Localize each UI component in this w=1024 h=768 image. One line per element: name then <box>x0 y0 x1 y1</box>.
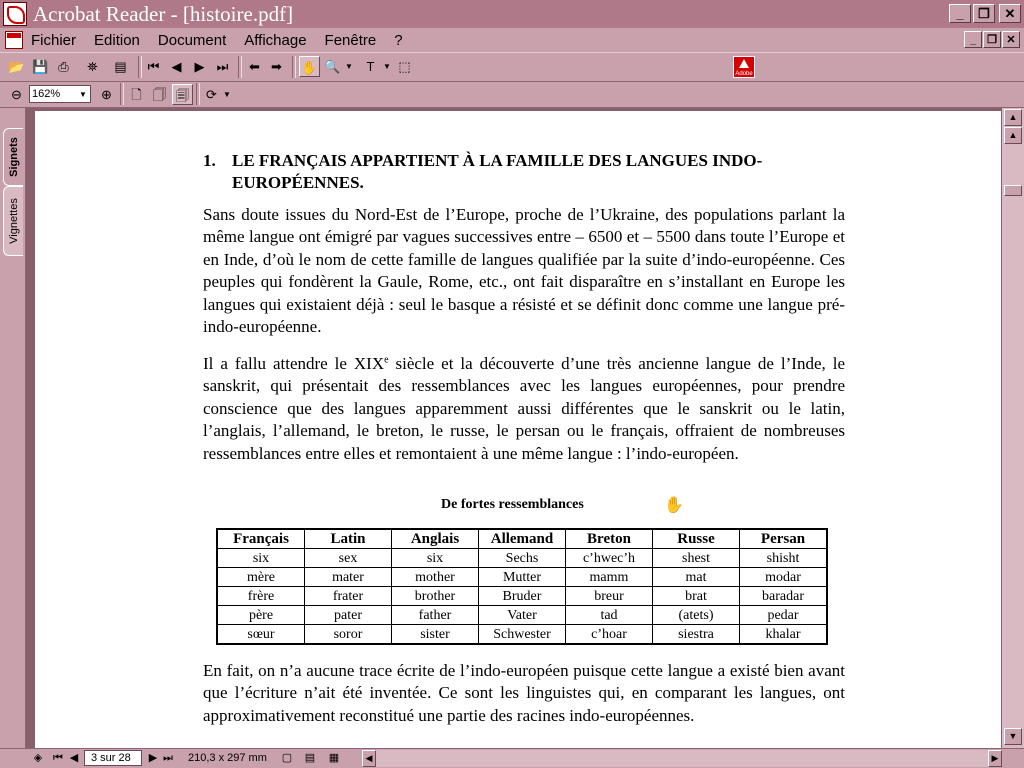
open-icon[interactable]: 📂 <box>8 59 25 74</box>
table-title: De fortes ressemblances <box>441 497 584 512</box>
table-cell: sex <box>305 549 392 568</box>
tab-signets-label: Signets <box>7 137 20 177</box>
table-cell: shest <box>653 549 740 568</box>
graphics-select-tool-icon[interactable]: ⬚ <box>398 59 411 74</box>
table-cell: Mutter <box>479 568 566 587</box>
table-cell: mother <box>392 568 479 587</box>
table-cell: mamm <box>566 568 653 587</box>
table-cell: mat <box>653 568 740 587</box>
table-cell: baradar <box>740 587 828 606</box>
table-cell: soror <box>305 625 392 645</box>
toolbar-separator <box>120 83 124 105</box>
table-cell: tad <box>566 606 653 625</box>
table-cell: pedar <box>740 606 828 625</box>
scrollbar-thumb[interactable] <box>1004 185 1022 196</box>
window-controls <box>949 4 1021 23</box>
main-toolbar <box>0 52 1024 82</box>
last-page-icon[interactable]: ⏭ <box>216 59 229 74</box>
section-title: LE FRANÇAIS APPARTIENT À LA FAMILLE DES LANGUES INDO-EUROPÉENNES. <box>232 151 763 192</box>
table-header: Français <box>217 529 305 549</box>
table-cell: frater <box>305 587 392 606</box>
scroll-down-button[interactable]: ▼ <box>1004 728 1022 745</box>
tab-vignettes[interactable] <box>3 186 23 256</box>
menu-help[interactable]: ? <box>394 31 403 49</box>
status-previous-page-icon[interactable]: ◀ <box>69 752 79 764</box>
maximize-button[interactable]: ❐ <box>973 4 995 23</box>
minimize-button[interactable]: _ <box>949 4 971 23</box>
tab-vignettes-label: Vignettes <box>7 198 20 244</box>
table-cell: Vater <box>479 606 566 625</box>
table-header: Latin <box>305 529 392 549</box>
next-page-icon[interactable]: ▶ <box>194 59 205 74</box>
table-cell: shisht <box>740 549 828 568</box>
scroll-left-button[interactable]: ◀ <box>362 750 376 767</box>
table-header: Persan <box>740 529 828 549</box>
print-icon[interactable]: ⎙ <box>58 59 69 74</box>
paragraph-2-start: Il a fallu attendre le XIX <box>203 354 385 373</box>
table-cell: mater <box>305 568 392 587</box>
previous-page-scroll-button[interactable]: ▲ <box>1004 127 1022 144</box>
horizontal-scrollbar[interactable] <box>362 750 1002 767</box>
section-number: 1. <box>203 151 216 170</box>
page-number-field[interactable]: 3 sur 28 <box>84 750 142 766</box>
doc-close-button[interactable]: ✕ <box>1002 31 1020 48</box>
paragraph-3: En fait, on n’a aucune trace écrite de l’indo-européen puisque cette langue a existé bien avant que l’écriture n’ait été inventée. Ce sont les linguistes qui, en comparant les langues, ont approximativement reconstitué une partie des racines indo-européennes. <box>203 661 845 725</box>
table-cell: brother <box>392 587 479 606</box>
table-cell: Sechs <box>479 549 566 568</box>
zoom-out-icon[interactable]: ⊖ <box>11 87 22 102</box>
zoom-level-input[interactable]: 162% <box>29 85 91 103</box>
table-cell: frère <box>217 587 305 606</box>
zoom-in-icon[interactable]: ⊕ <box>101 87 112 102</box>
scroll-right-button[interactable]: ▶ <box>988 750 1002 767</box>
table-cell: khalar <box>740 625 828 645</box>
doc-minimize-button[interactable]: _ <box>964 31 982 48</box>
table-cell: Schwester <box>479 625 566 645</box>
text-select-tool-icon[interactable]: T <box>366 59 375 74</box>
table-cell: mère <box>217 568 305 587</box>
rotate-view-icon[interactable]: ⟳ <box>206 87 217 102</box>
table-row <box>217 568 827 587</box>
vertical-scrollbar[interactable] <box>1002 108 1024 748</box>
table-cell: six <box>392 549 479 568</box>
actual-size-icon[interactable]: 🗋 <box>131 87 142 102</box>
show-hide-navigation-icon[interactable]: ▤ <box>114 59 127 74</box>
table-cell: père <box>217 606 305 625</box>
paragraph-2-end: siècle et la découverte d’une très ancienne langue de l’Inde, le sanskrit, qui présentait des ressemblances avec les langues européennes, pour prendre conscience que des langues apparemment aussi différentes que le sanskrit ou le latin, l’anglais, l’allemand, le breton, le russe, le persan ou le français, offraient de nombreuses ressemblances entre elles et remontaient à une même langue : l’indo-européen. <box>203 354 845 463</box>
menu-fichier[interactable]: Fichier <box>31 31 77 49</box>
paragraph-2 <box>203 353 845 465</box>
go-forward-icon[interactable]: ➡ <box>271 59 282 74</box>
fit-page-icon[interactable]: 🗍 <box>153 87 166 102</box>
go-back-icon[interactable]: ⬅ <box>249 59 260 74</box>
zoom-tool-icon[interactable]: 🔍 <box>324 59 341 74</box>
menu-bar <box>0 28 1024 52</box>
find-icon[interactable]: ⛯ <box>87 59 98 74</box>
text-tool-dropdown-icon[interactable]: ▼ <box>383 62 391 71</box>
acrobat-app-icon[interactable] <box>3 2 27 26</box>
close-button[interactable]: ✕ <box>999 4 1021 23</box>
hand-cursor-icon: ✋ <box>664 497 684 514</box>
table-cell: breur <box>566 587 653 606</box>
status-next-page-icon[interactable]: ▶ <box>148 752 158 764</box>
document-icon[interactable] <box>5 31 23 49</box>
save-icon[interactable]: 💾 <box>32 59 49 74</box>
document-view[interactable] <box>26 108 1002 748</box>
table-cell: c’hwec’h <box>566 549 653 568</box>
doc-restore-button[interactable]: ❐ <box>983 31 1001 48</box>
previous-page-icon[interactable]: ◀ <box>171 59 182 74</box>
paragraph-1: Sans doute issues du Nord-Est de l’Europe, proche de l’Ukraine, des populations parlant la même langue ont émigré par vagues successives entre – 6500 et – 5500 dans toute l’Europe et en Inde, d’où le nom de cette famille de langues qualifiée par la suite d’indo-européenne. Ces peuples qui fondèrent la Gaule, Rome, etc., ont fait disparaître en s’installant en Europe les langues qui existaient déjà : seul le basque a résisté et se définit donc comme une langue pré-indo-européenne. <box>203 205 845 337</box>
table-header: Breton <box>566 529 653 549</box>
zoom-level-dropdown-icon[interactable]: ▼ <box>79 90 87 99</box>
toolbar-separator <box>196 83 200 105</box>
toolbar-separator <box>138 56 142 78</box>
table-row <box>217 625 827 645</box>
tab-signets[interactable] <box>3 128 23 186</box>
table-cell: Bruder <box>479 587 566 606</box>
pdf-page[interactable] <box>35 111 1001 748</box>
table-cell: (atets) <box>653 606 740 625</box>
toolbar-separator <box>238 56 242 78</box>
navigation-pane-tabs <box>0 108 26 748</box>
fit-width-icon[interactable]: 🗐 <box>172 84 193 105</box>
table-header-row <box>217 529 827 549</box>
facing-pages-layout-icon[interactable]: ▦ <box>328 752 340 764</box>
table-row <box>217 606 827 625</box>
status-last-page-icon[interactable]: ⏭ <box>163 752 173 764</box>
table-cell: six <box>217 549 305 568</box>
hand-tool-icon[interactable]: ✋ <box>299 56 320 77</box>
table-row <box>217 549 827 568</box>
toolbar-separator <box>292 56 296 78</box>
rotate-dropdown-icon[interactable]: ▼ <box>223 90 231 99</box>
menu-fenetre[interactable]: Fenêtre <box>324 31 377 49</box>
page-size-label: 210,3 x 297 mm <box>188 752 267 764</box>
status-bar <box>0 748 1024 768</box>
menu-edition[interactable]: Edition <box>94 31 140 49</box>
adobe-logo-icon[interactable]: Adobe <box>733 56 755 78</box>
table-row <box>217 587 827 606</box>
word-comparison-table <box>216 528 828 645</box>
table-cell: modar <box>740 568 828 587</box>
table-header: Russe <box>653 529 740 549</box>
document-window-controls <box>964 31 1020 48</box>
table-cell: c’hoar <box>566 625 653 645</box>
first-page-icon[interactable]: ⏮ <box>147 59 160 74</box>
century-superscript: e <box>384 354 389 366</box>
table-cell: siestra <box>653 625 740 645</box>
table-header: Anglais <box>392 529 479 549</box>
title-bar <box>0 0 1024 28</box>
table-header: Allemand <box>479 529 566 549</box>
table-cell: sœur <box>217 625 305 645</box>
status-first-page-icon[interactable]: ⏮ <box>53 752 63 764</box>
view-toolbar <box>0 82 1024 108</box>
continuous-layout-icon[interactable]: ▤ <box>304 752 316 764</box>
table-cell: father <box>392 606 479 625</box>
menu-document[interactable]: Document <box>157 31 227 49</box>
table-cell: sister <box>392 625 479 645</box>
zoom-tool-dropdown-icon[interactable]: ▼ <box>345 62 353 71</box>
single-page-layout-icon[interactable]: ▢ <box>281 752 293 764</box>
menu-affichage[interactable]: Affichage <box>244 31 307 49</box>
window-title: Acrobat Reader - [histoire.pdf] <box>33 1 294 26</box>
scroll-up-button[interactable]: ▲ <box>1004 109 1022 126</box>
status-bar-menu-icon[interactable]: ◈ <box>33 752 43 764</box>
table-cell: brat <box>653 587 740 606</box>
table-cell: pater <box>305 606 392 625</box>
